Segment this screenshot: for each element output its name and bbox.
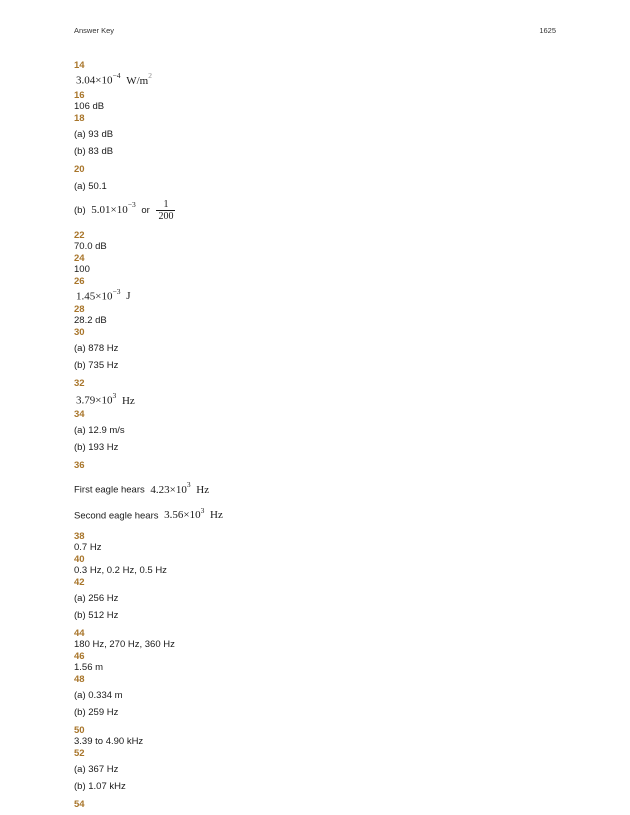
answer-number-24: 24 bbox=[74, 252, 85, 264]
answer-32-unit: Hz bbox=[121, 394, 135, 407]
answer-number-38: 38 bbox=[74, 531, 85, 543]
answer-36-second-unit: Hz bbox=[210, 509, 223, 522]
fraction-denominator: 200 bbox=[158, 210, 174, 222]
answer-number-48: 48 bbox=[74, 674, 85, 686]
answer-number-54: 54 bbox=[74, 799, 85, 811]
answer-number-18: 18 bbox=[74, 112, 85, 124]
answer-number-14: 14 bbox=[74, 60, 85, 71]
running-header-title: Answer Key bbox=[74, 26, 115, 35]
answer-number-34: 34 bbox=[74, 408, 85, 420]
answer-number-28: 28 bbox=[74, 304, 85, 316]
answer-42b: (b) 512 Hz bbox=[74, 610, 119, 622]
answer-46: 1.56 m bbox=[74, 662, 104, 674]
answer-20b bbox=[74, 199, 554, 222]
answer-number-50: 50 bbox=[74, 725, 85, 737]
answer-36-second-label: Second eagle hears bbox=[74, 510, 159, 522]
answer-20b-fraction bbox=[156, 199, 175, 222]
answer-number-16: 16 bbox=[74, 89, 85, 101]
answer-44: 180 Hz, 270 Hz, 360 Hz bbox=[74, 639, 175, 651]
answer-20b-exponent: −3 bbox=[127, 200, 136, 210]
answer-34a: (a) 12.9 m/s bbox=[74, 424, 125, 436]
answer-20b-mantissa: 5.01×10 bbox=[91, 203, 128, 216]
answer-number-32: 32 bbox=[74, 378, 85, 390]
answer-14-exponent: −4 bbox=[112, 71, 121, 80]
answer-36-first-mantissa: 4.23×10 bbox=[150, 483, 187, 496]
answer-24: 100 bbox=[74, 263, 90, 275]
answer-number-44: 44 bbox=[74, 628, 85, 640]
answer-number-52: 52 bbox=[74, 748, 85, 760]
answer-36-second-mantissa: 3.56×10 bbox=[164, 509, 201, 522]
fraction-numerator: 1 bbox=[156, 199, 175, 211]
answer-36-first-label: First eagle hears bbox=[74, 484, 145, 496]
answer-18b: (b) 83 dB bbox=[74, 145, 114, 157]
page-number: 1625 bbox=[539, 26, 556, 35]
answer-14 bbox=[74, 71, 554, 87]
answer-42a: (a) 256 Hz bbox=[74, 593, 119, 605]
answer-52a: (a) 367 Hz bbox=[74, 764, 119, 776]
answer-50: 3.39 to 4.90 kHz bbox=[74, 736, 144, 748]
answer-14-unit-exponent: 2 bbox=[148, 71, 152, 80]
answer-32 bbox=[74, 391, 554, 407]
answer-20b-label: (b) bbox=[74, 204, 86, 216]
answer-list bbox=[74, 60, 554, 810]
answer-20b-or: or bbox=[141, 204, 150, 216]
answer-40: 0.3 Hz, 0.2 Hz, 0.5 Hz bbox=[74, 565, 167, 577]
answer-36-second-exponent: 3 bbox=[200, 505, 205, 515]
answer-number-22: 22 bbox=[74, 229, 85, 241]
answer-number-40: 40 bbox=[74, 554, 85, 566]
answer-number-26: 26 bbox=[74, 275, 85, 287]
answer-36-first bbox=[74, 480, 554, 497]
answer-34b: (b) 193 Hz bbox=[74, 441, 119, 453]
answer-32-mantissa: 3.79×10 bbox=[76, 394, 113, 407]
answer-26-mantissa: 1.45×10 bbox=[76, 290, 113, 303]
answer-number-36: 36 bbox=[74, 459, 85, 471]
answer-22: 70.0 dB bbox=[74, 240, 107, 252]
answer-number-20: 20 bbox=[74, 163, 85, 175]
answer-38: 0.7 Hz bbox=[74, 542, 102, 554]
answer-48b: (b) 259 Hz bbox=[74, 707, 119, 719]
answer-14-unit: W/m bbox=[126, 74, 149, 87]
answer-36-first-exponent: 3 bbox=[186, 479, 191, 489]
answer-26-unit: J bbox=[126, 290, 131, 303]
answer-18a: (a) 93 dB bbox=[74, 128, 114, 140]
answer-26 bbox=[74, 287, 554, 303]
answer-14-mantissa: 3.04×10 bbox=[76, 74, 113, 87]
answer-32-exponent: 3 bbox=[112, 391, 117, 401]
answer-36-second bbox=[74, 506, 554, 523]
answer-26-exponent: −3 bbox=[112, 286, 121, 296]
answer-number-30: 30 bbox=[74, 327, 85, 339]
answer-36-first-unit: Hz bbox=[196, 483, 210, 496]
answer-number-42: 42 bbox=[74, 577, 85, 589]
answer-28: 28.2 dB bbox=[74, 315, 107, 327]
answer-52b: (b) 1.07 kHz bbox=[74, 781, 126, 793]
answer-30a: (a) 878 Hz bbox=[74, 343, 119, 355]
answer-number-46: 46 bbox=[74, 651, 85, 663]
answer-48a: (a) 0.334 m bbox=[74, 690, 123, 702]
answer-30b: (b) 735 Hz bbox=[74, 360, 119, 372]
answer-16: 106 dB bbox=[74, 100, 105, 112]
answer-20a: (a) 50.1 bbox=[74, 180, 107, 192]
